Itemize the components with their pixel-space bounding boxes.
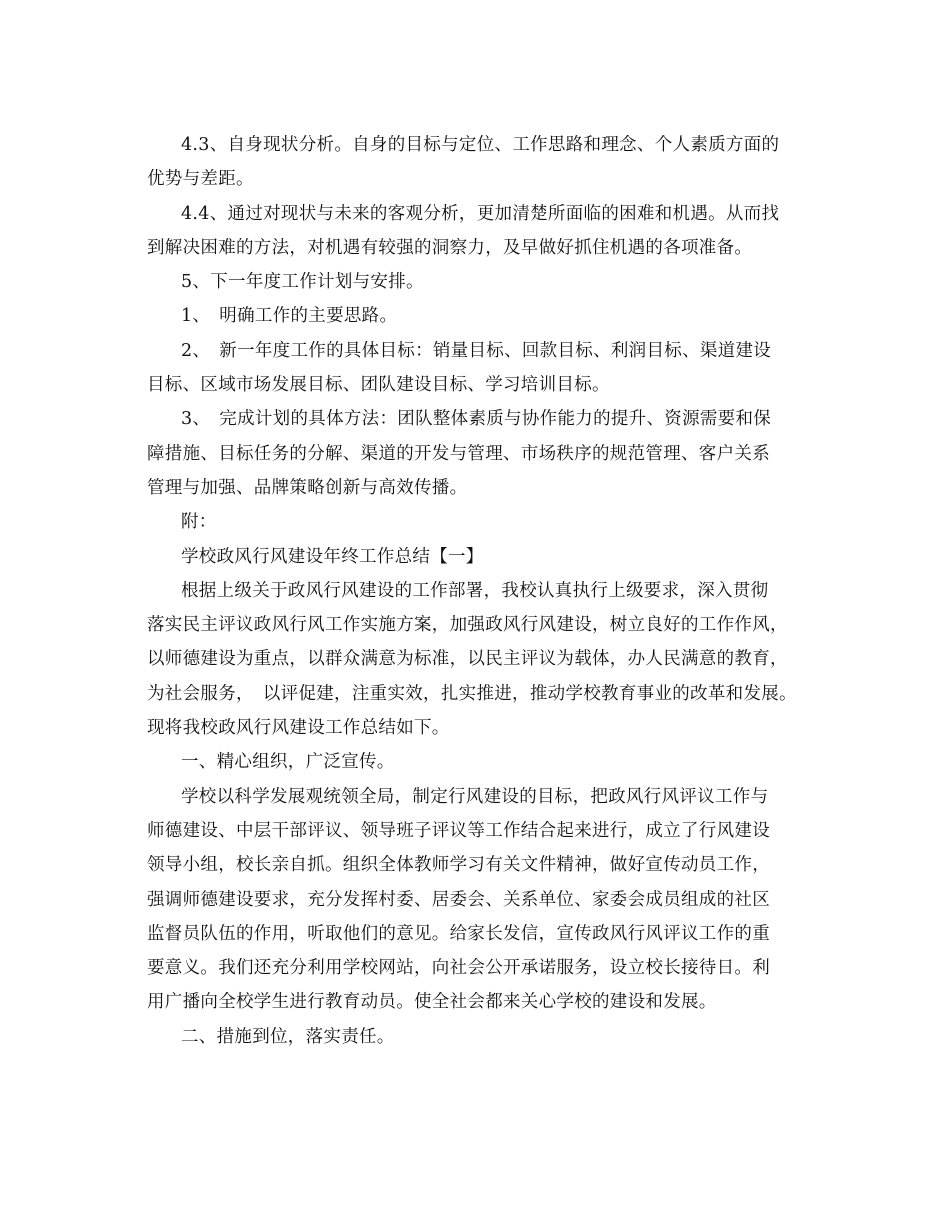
section-two-heading: 二、措施到位，落实责任。 — [181, 1026, 395, 1047]
intro-paragraph-line-4: 为社会服务， 以评促建，注重实效，扎实推进，推动学校教育事业的改革和发展。 — [147, 683, 797, 704]
paragraph-4-3-line-1: 4.3、自身现状分析。自身的目标与定位、工作思路和理念、个人素质方面的 — [181, 135, 780, 155]
document-body — [147, 128, 817, 1054]
section-one-line-1: 学校以科学发展观统领全局，制定行风建设的目标，把政风行风评议工作与 — [181, 786, 769, 807]
intro-paragraph-line-5: 现将我校政风行风建设工作总结如下。 — [147, 718, 450, 739]
list-item-3-line-1: 3、 完成计划的具体方法：团队整体素质与协作能力的提升、资源需要和保 — [181, 409, 772, 430]
list-item-2-line-2: 目标、区域市场发展目标、团队建设目标、学习培训目标。 — [147, 375, 610, 396]
section-one-heading: 一、精心组织，广泛宣传。 — [181, 752, 395, 773]
paragraph-4-4-line-1: 4.4、通过对现状与未来的客观分析，更加清楚所面临的困难和机遇。从而找 — [181, 203, 780, 224]
list-item-2-line-1: 2、 新一年度工作的具体目标：销量目标、回款目标、利润目标、渠道建设 — [181, 340, 772, 361]
section-one-line-6: 要意义。我们还充分利用学校网站，向社会公开承诺服务，设立校长接待日。利 — [147, 958, 770, 979]
section-one-line-7: 用广播向全校学生进行教育动员。使全社会都来关心学校的建设和发展。 — [147, 992, 717, 1013]
list-item-1: 1、 明确工作的主要思路。 — [181, 306, 398, 327]
paragraph-4-4-line-2: 到解决困难的方法，对机遇有较强的洞察力，及早做好抓住机遇的各项准备。 — [147, 237, 753, 258]
list-item-3-line-2: 障措施、目标任务的分解、渠道的开发与管理、市场秩序的规范管理、客户关系 — [147, 443, 770, 464]
section-one-line-5: 监督员队伍的作用，听取他们的意见。给家长发信，宣传政风行风评议工作的重 — [147, 923, 770, 944]
paragraph-4-3-line-2: 优势与差距。 — [147, 169, 254, 190]
section-one-line-3: 领导小组，校长亲自抓。组织全体教师学习有关文件精神，做好宣传动员工作， — [147, 855, 770, 876]
intro-paragraph-line-2: 落实民主评议政风行风工作实施方案，加强政风行风建设，树立良好的工作作风， — [147, 615, 788, 636]
section-5-heading: 5、下一年度工作计划与安排。 — [181, 272, 424, 293]
intro-paragraph-line-1: 根据上级关于政风行风建设的工作部署，我校认真执行上级要求，深入贯彻 — [181, 580, 769, 601]
appendix-label: 附： — [181, 512, 217, 533]
summary-title: 学校政风行风建设年终工作总结【一】 — [181, 546, 484, 567]
intro-paragraph-line-3: 以师德建设为重点，以群众满意为标准，以民主评议为载体，办人民满意的教育， — [147, 649, 788, 670]
list-item-3-line-3: 管理与加强、品牌策略创新与高效传播。 — [147, 477, 468, 498]
section-one-line-2: 师德建设、中层干部评议、领导班子评议等工作结合起来进行，成立了行风建设 — [147, 820, 770, 841]
section-one-line-4: 强调师德建设要求，充分发挥村委、居委会、关系单位、家委会成员组成的社区 — [147, 889, 770, 910]
